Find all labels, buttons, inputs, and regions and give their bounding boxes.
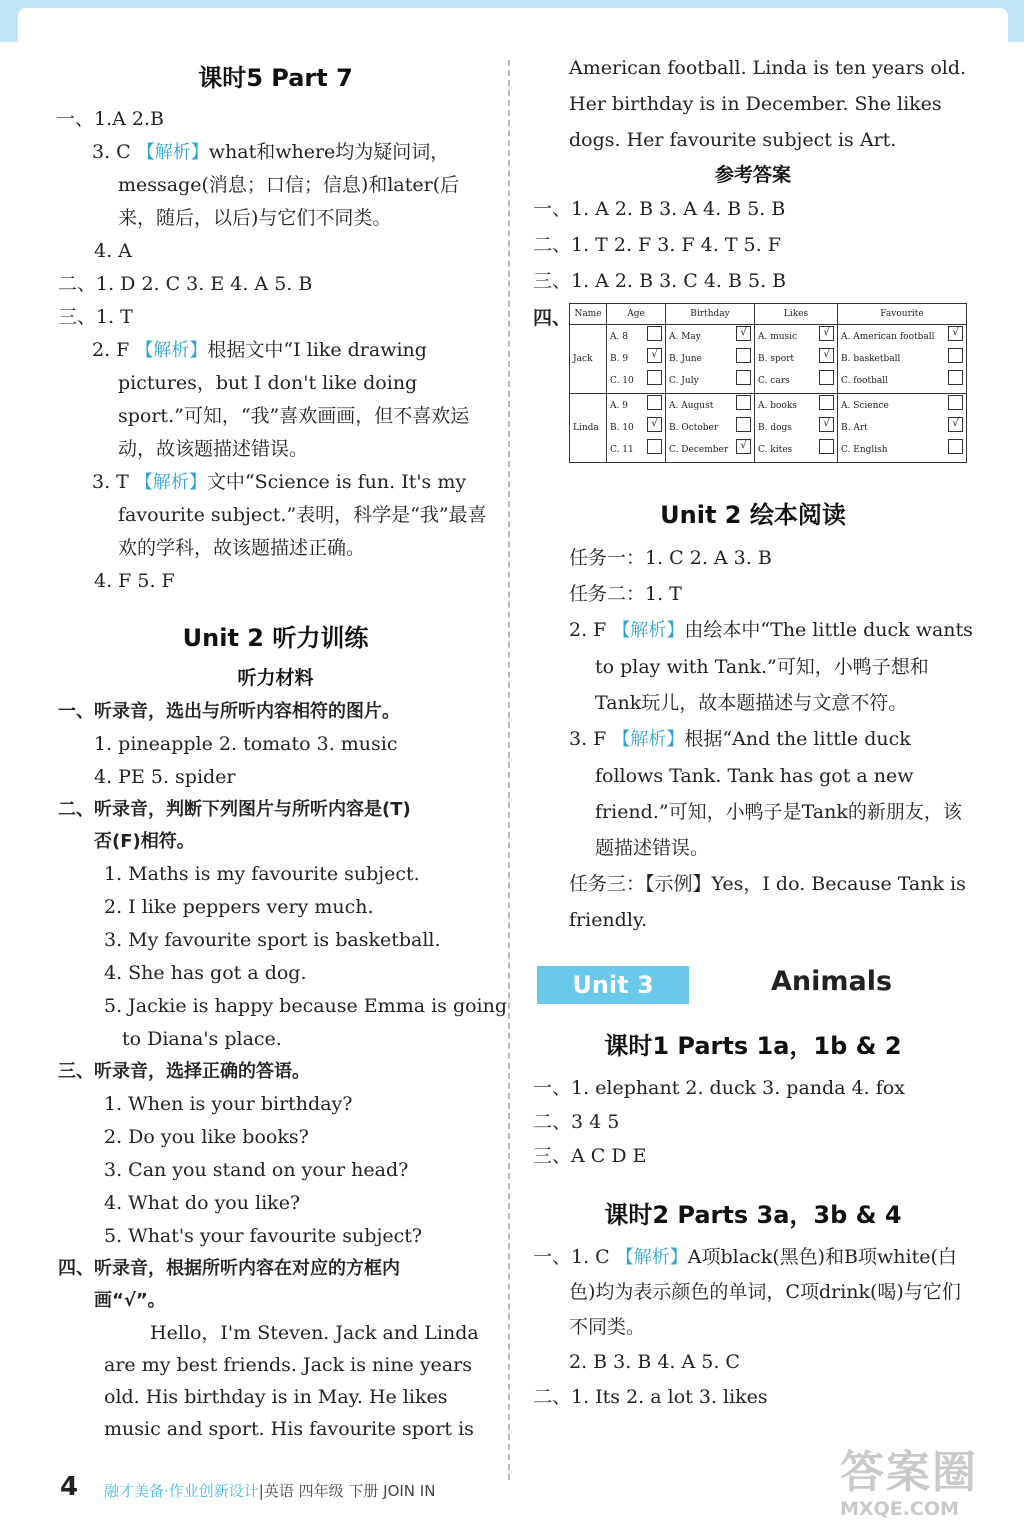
birthday-cell: A. May √ B. June C. July — [666, 325, 755, 394]
answer-line: 二、1. D 2. C 3. E 4. A 5. B — [58, 273, 313, 295]
birthday-cell: A. August B. October C. December √ — [666, 394, 755, 463]
unit-tag: Unit 3 — [537, 966, 689, 1004]
checkbox — [819, 395, 834, 410]
question-title: 画“√”。 — [94, 1290, 166, 1311]
checkbox-checked: √ — [647, 348, 662, 363]
answer-line: 任务三：【示例】Yes，I do. Because Tank is friendly. — [569, 873, 966, 931]
checkbox-checked: √ — [948, 326, 963, 341]
checkbox — [736, 417, 751, 432]
list-item: 1. When is your birthday? — [104, 1093, 353, 1115]
likes-cell: A. music √ B. sport √ C. cars — [755, 325, 838, 394]
analysis-block: 3. C 【解析】what和where均为疑问词，message(消息；口信；信息)和later(后来，随后，以后)与它们不同类。 — [92, 141, 460, 229]
question-title: 三、听录音，选择正确的答语。 — [58, 1061, 310, 1082]
section-title: Unit 2 绘本阅读 — [660, 501, 846, 529]
section-title: 课时5 Part 7 — [198, 64, 353, 92]
list-item: 2. Do you like books? — [104, 1126, 309, 1148]
likes-cell: A. books B. dogs √ C. kites — [755, 394, 838, 463]
answer-line: 二、3 4 5 — [533, 1111, 620, 1133]
top-band — [0, 0, 1024, 42]
answers-title: 参考答案 — [714, 164, 791, 186]
analysis-block: 2. F 【解析】根据文中“I like drawing pictures，but I don't like doing sport.”可知，“我”喜欢画画，但不喜欢运动，故该题描述错误。 — [92, 339, 470, 460]
checkbox-checked: √ — [948, 417, 963, 432]
left-column — [56, 50, 508, 1445]
table-header: Favourite — [838, 304, 967, 325]
answer-line: 三、1. A 2. B 3. C 4. B 5. B — [533, 270, 787, 292]
answer-line: 四、 — [533, 307, 572, 329]
checkbox-checked: √ — [819, 417, 834, 432]
age-cell: A. 9 B. 10 √ C. 11 — [607, 394, 666, 463]
checkbox — [647, 439, 662, 454]
checkbox-checked: √ — [736, 439, 751, 454]
analysis-block: 2. F 【解析】由绘本中“The little duck wants to play with Tank.”可知，小鸭子想和Tank玩儿，故本题描述与文意不符。 — [569, 619, 973, 714]
table-row — [570, 394, 967, 463]
answer-line: 任务二：1. T — [569, 583, 682, 605]
name-cell: Jack — [570, 325, 607, 394]
list-item: to Diana's place. — [122, 1028, 282, 1050]
answer-line: 2. B 3. B 4. A 5. C — [569, 1351, 740, 1373]
page-number: 4 — [60, 1472, 79, 1502]
checkbox — [948, 395, 963, 410]
checkbox-checked: √ — [819, 348, 834, 363]
subsection-title: 听力材料 — [237, 667, 314, 689]
name-cell: Linda — [570, 394, 607, 463]
answer-line: 任务一：1. C 2. A 3. B — [569, 547, 772, 569]
column-divider — [508, 60, 510, 1480]
list-item: 3. My favourite sport is basketball. — [104, 929, 441, 951]
answer-line: 一、1. elephant 2. duck 3. panda 4. fox — [533, 1077, 905, 1099]
question-title: 一、听录音，选出与所听内容相符的图片。 — [58, 701, 400, 722]
answer-line: 二、1. T 2. F 3. F 4. T 5. F — [533, 234, 781, 256]
section-title: 课时2 Parts 3a，3b & 4 — [604, 1201, 902, 1229]
list-item: 4. What do you like? — [104, 1192, 301, 1214]
age-cell: A. 8 B. 9 √ C. 10 — [607, 325, 666, 394]
list-item: 5. What's your favourite subject? — [104, 1225, 423, 1247]
checkbox-checked: √ — [819, 326, 834, 341]
table-row — [570, 325, 967, 394]
checkbox — [819, 439, 834, 454]
checkbox — [736, 348, 751, 363]
answer-line: 三、A C D E — [533, 1145, 647, 1167]
checkbox — [647, 370, 662, 385]
table-header: Age — [607, 304, 666, 325]
section-title: Unit 2 听力训练 — [182, 624, 369, 652]
analysis-block: 3. F 【解析】根据“And the little duck follows Tank. Tank has got a new friend.”可知，小鸭子是Tank的新朋友，该题描述错误。 — [569, 728, 962, 859]
unit-title: Animals — [771, 966, 893, 997]
checkbox — [736, 395, 751, 410]
answer-line: 4. A — [94, 240, 132, 262]
answer-table-wrap — [533, 299, 973, 469]
table-header: Likes — [755, 304, 838, 325]
checkbox-checked: √ — [736, 326, 751, 341]
list-item: 3. Can you stand on your head? — [104, 1159, 409, 1181]
favourite-cell: A. American football √ B. basketball C. football — [838, 325, 967, 394]
table-header: Name — [570, 304, 607, 325]
list-item: 4. PE 5. spider — [94, 766, 236, 788]
analysis-block: 一、1. C 【解析】A项black(黑色)和B项white(白色)均为表示颜色的单词，C项drink(喝)与它们不同类。 — [533, 1246, 961, 1338]
analysis-block: 3. T 【解析】文中“Science is fun. It's my favourite subject.”表明，科学是“我”最喜欢的学科，故该题描述正确。 — [92, 471, 487, 559]
checkbox — [819, 370, 834, 385]
list-item: 2. I like peppers very much. — [104, 896, 374, 918]
list-item: 5. Jackie is happy because Emma is going — [104, 995, 508, 1017]
checkbox — [736, 370, 751, 385]
question-title: 否(F)相符。 — [94, 831, 195, 852]
answer-line: 三、1. T — [58, 306, 133, 328]
list-item: 4. She has got a dog. — [104, 962, 307, 984]
checkbox — [948, 348, 963, 363]
checkbox-checked: √ — [647, 417, 662, 432]
section-title: 课时1 Parts 1a，1b & 2 — [604, 1032, 902, 1060]
checkbox — [647, 326, 662, 341]
listening-text: Hello，I'm Steven. Jack and Linda are my best friends. Jack is nine years old. His birthday is in May. He likes music and sport. His favourite sport is — [104, 1322, 479, 1440]
list-item: 1. pineapple 2. tomato 3. music — [94, 733, 398, 755]
watermark-logo: 答案圈 MXQE.COM — [840, 1447, 978, 1520]
checkbox — [948, 439, 963, 454]
footer-text: 融才美备·作业创新设计|英语 四年级 下册 JOIN IN — [104, 1482, 436, 1500]
answer-line: 4. F 5. F — [94, 570, 175, 592]
answer-table — [569, 303, 967, 463]
checkbox — [647, 395, 662, 410]
favourite-cell: A. Science B. Art √ C. English — [838, 394, 967, 463]
right-column — [533, 50, 973, 1415]
listening-text: American football. Linda is ten years old. Her birthday is in December. She likes dogs. Her favourite subject is Art. — [569, 57, 967, 151]
table-header: Birthday — [666, 304, 755, 325]
question-title: 四、听录音，根据所听内容在对应的方框内 — [58, 1258, 400, 1279]
answer-line: 一、1. A 2. B 3. A 4. B 5. B — [533, 198, 786, 220]
list-item: 1. Maths is my favourite subject. — [104, 863, 420, 885]
question-title: 二、听录音，判断下列图片与所听内容是(T) — [58, 799, 411, 820]
checkbox — [948, 370, 963, 385]
unit-header — [533, 958, 973, 1012]
answer-line: 二、1. Its 2. a lot 3. likes — [533, 1386, 768, 1408]
answer-line: 一、1.A 2.B — [56, 108, 164, 130]
